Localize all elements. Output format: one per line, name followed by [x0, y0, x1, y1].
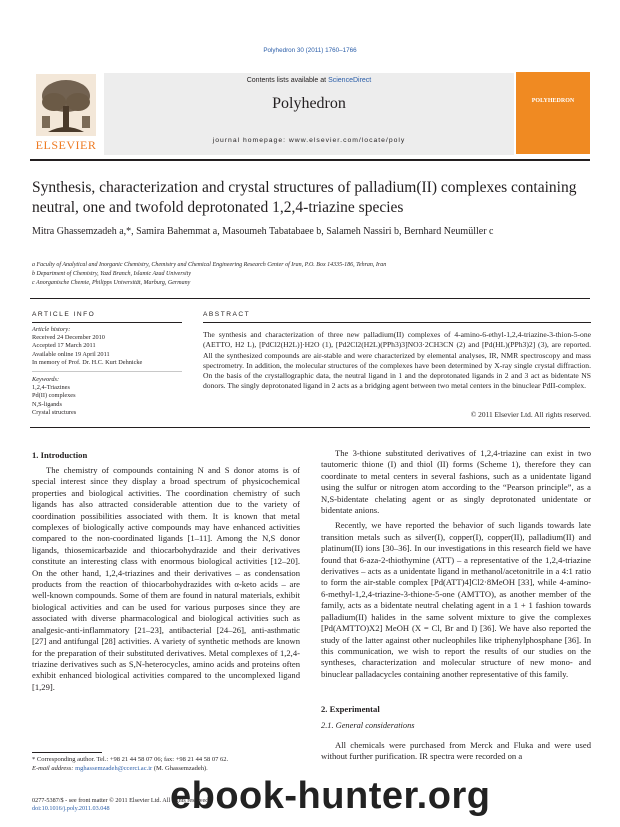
email-line — [32, 765, 300, 774]
abstract-rule — [203, 322, 591, 323]
experimental-heading: 2. Experimental — [321, 704, 380, 714]
article-info-heading: ARTICLE INFO — [32, 311, 96, 318]
journal-cover-image — [516, 72, 590, 154]
affiliation-a: a Faculty of Analytical and Inorganic Chemistry, Chemistry and Chemical Engineering Research Center of Iran, P.O. Box 14335-186, Tehran, Iran — [32, 262, 387, 268]
section-rule — [30, 298, 590, 299]
history-label: Article history: — [32, 326, 71, 333]
keywords-label: Keywords: — [32, 376, 60, 383]
email-link[interactable]: mghassemzadeh@ccerci.ac.ir — [75, 764, 153, 772]
abstract-copyright: © 2011 Elsevier Ltd. All rights reserved. — [470, 410, 591, 419]
doi-link[interactable]: doi:10.1016/j.poly.2011.03.048 — [32, 805, 110, 812]
email-label: E-mail address: — [32, 764, 76, 772]
watermark-text: ebook-hunter.org — [170, 775, 491, 817]
general-considerations-heading: 2.1. General considerations — [321, 721, 415, 730]
affiliation-b: b Department of Chemistry, Yazd Branch, Islamic Azad University — [32, 271, 191, 277]
keywords-rule — [32, 371, 182, 372]
article-info-rule — [32, 322, 182, 323]
journal-reference[interactable]: Polyhedron 30 (2011) 1760–1766 — [263, 47, 357, 54]
history-online: Available online 19 April 2011 — [32, 350, 110, 358]
email-suffix: (M. Ghassemzadeh). — [152, 764, 208, 772]
elsevier-wordmark: ELSEVIER — [35, 138, 97, 152]
keyword-item: 1,2,4-Triazines — [32, 384, 70, 392]
issn-line: 0277-5387/$ - see front matter © 2011 Elsevier Ltd. All rights reserved. — [32, 797, 210, 804]
keyword-item: N,S-ligands — [32, 400, 62, 408]
sciencedirect-link[interactable]: ScienceDirect — [328, 77, 372, 84]
article-title: Synthesis, characterization and crystal structures of palladium(II) complexes containing neutral, one and twofold deprotonated 1,2,4-triazine species — [32, 179, 577, 216]
body-rule — [30, 427, 590, 428]
introduction-heading: 1. Introduction — [32, 450, 88, 460]
contents-prefix: Contents lists available at — [246, 77, 329, 84]
corresponding-author-contact: * Corresponding author. Tel.: +98 21 44 58 07 06; fax: +98 21 44 58 07 62. — [32, 756, 229, 763]
author-list: Mitra Ghassemzadeh a,*, Samira Bahemmat a, Masoumeh Tabatabaee b, Salameh Nassiri b, Bernhard Neumüller c — [32, 226, 494, 237]
tautomer-paragraph: The 3-thione substituted derivatives of 1,2,4-triazine can exist in two tautomeric thione (I) and thiol (II) forms (Scheme 1), therefore they can coordinate to metal centers in several fashions, such as a unidentate ligand using the sulfur or nitrogen atom according to the “Pearson principle”, as a N,S-bidentate chelating agent or as singly deprotonated unidentate or bidentate anions. — [321, 448, 591, 516]
keywords-block — [32, 376, 182, 417]
journal-name: Polyhedron — [272, 95, 346, 112]
history-received: Received 24 December 2010 — [32, 334, 105, 342]
history-accepted: Accepted 17 March 2011 — [32, 342, 96, 350]
history-dedication: In memory of Prof. Dr. H.C. Kurt Dehnicke — [32, 358, 143, 366]
journal-cover-title: POLYHEDRON — [531, 98, 575, 104]
keyword-item: Crystal structures — [32, 408, 77, 416]
footnote-rule — [32, 752, 102, 753]
contents-line — [104, 77, 514, 84]
journal-homepage[interactable]: journal homepage: www.elsevier.com/locate/poly — [212, 137, 406, 144]
recent-work-paragraph: Recently, we have reported the behavior of such ligands towards late transition metals such as silver(I), copper(I), copper(II), palladium(II) and platinum(II) ions [30–36]. In our investigations in this research field we have found that 6-aza-2-thiothymine (ATT) – a representative of the 1,2,4-triazine derivatives – acts as a unidentate ligand in methanol/acetonitrile in a 4:1 ratio to form the air-stable complex [Pd(ATT)4]Cl2·8MeOH [33], while 4-amino-6-methyl-1,2,4-triazine-3-thione-5-one (AMTTO), as another member of the family, acts as a bidentate neutral chelating agent in a 1 + 1 fashion towards palladium(II) halides in the same solvent mixture to give the complexes [Pd(AMTTO)X2] MeOH (X = Cl, Br and I) [36]. We have also reported the study of the latter against other nucleophiles like triphenylphosphane [36]. In this communication, we wish to report the results of our studies on the syntheses, characterization and molecular structure of new mono- and binuclear palladacycles containing another representative of this family. — [321, 520, 591, 679]
abstract-text: The synthesis and characterization of three new palladium(II) complexes of 4-amino-6-ethyl-1,2,4-triazine-3-thion-5-one (AETTO, H2 L), [PdCl2(H2L)]·H2O (1), [Pd2Cl2(H2L)(PPh3)3]NO3·2CH3CN (2) and [Pd(HL)(PPh3)2] (3), are reported. All the synthesized compounds are air-stable and were characterized by elemental analyses, IR, NMR spectroscopy and mass spectrometry. In addition, the molecular structures of the complexes have been determined by X-ray single crystal diffraction. On the basis of the crystallographic data, the neutral ligand in 1 and the deprotonated ligands in 2 and 3 act as bidentate NS donors. The singly deprotonated ligand in 2 acts as a bridging agent between two metal centers in the binuclear PdII-complex. — [203, 330, 591, 391]
keyword-item: Pd(II) complexes — [32, 392, 76, 400]
experimental-paragraph: All chemicals were purchased from Merck and Fluka and were used without further purification. IR spectra were recorded on a — [321, 740, 591, 762]
abstract-heading: ABSTRACT — [203, 311, 251, 318]
article-history — [32, 326, 182, 367]
header-rule — [30, 159, 590, 161]
right-column-text — [321, 448, 591, 680]
corresponding-footnote — [32, 756, 300, 773]
introduction-paragraph: The chemistry of compounds containing N and S donor atoms is of special interest since they display a broad spectrum of physicochemical properties and biological activities. The coordination chemistry of such ligands has also attracted considerable attention due to the variety of coordination possibilities associated with them. It is known that metal complexes of biologically active compounds may have enhanced activities compared to the non-coordinated ligands [1–11]. Among the N,S donor ligands, thiosemicarbazide and thiocarbohydrazide and their derivatives constitute an interesting class with enormous biological activities [12–20]. On the other hand, 1,2,4-triazines and their derivatives – as condensation products from the reaction of thiocarbohydrazides with α-keto acids – are well-known compounds. Some of them are found in natural materials, exhibit biological activities and can be used for various purposes since they are associated with diverse pharmacological and biological activities such as analgesic-anti-inflammatory [21–23], antibacterial [24–26], anti-asthmatic [27] and antifungal [28] activities. A variety of synthetic methods are known for the preparation of their substituted derivatives. Metal complexes of 1,2,4-triazine derivatives such as S,N-heterocycles, amino acids and proteins often exhibit enhanced biological activities compared to the uncomplexed ligand [1,29]. — [32, 465, 300, 692]
affiliation-c: c Anorganische Chemie, Philipps Universität, Marburg, Germany — [32, 280, 191, 286]
